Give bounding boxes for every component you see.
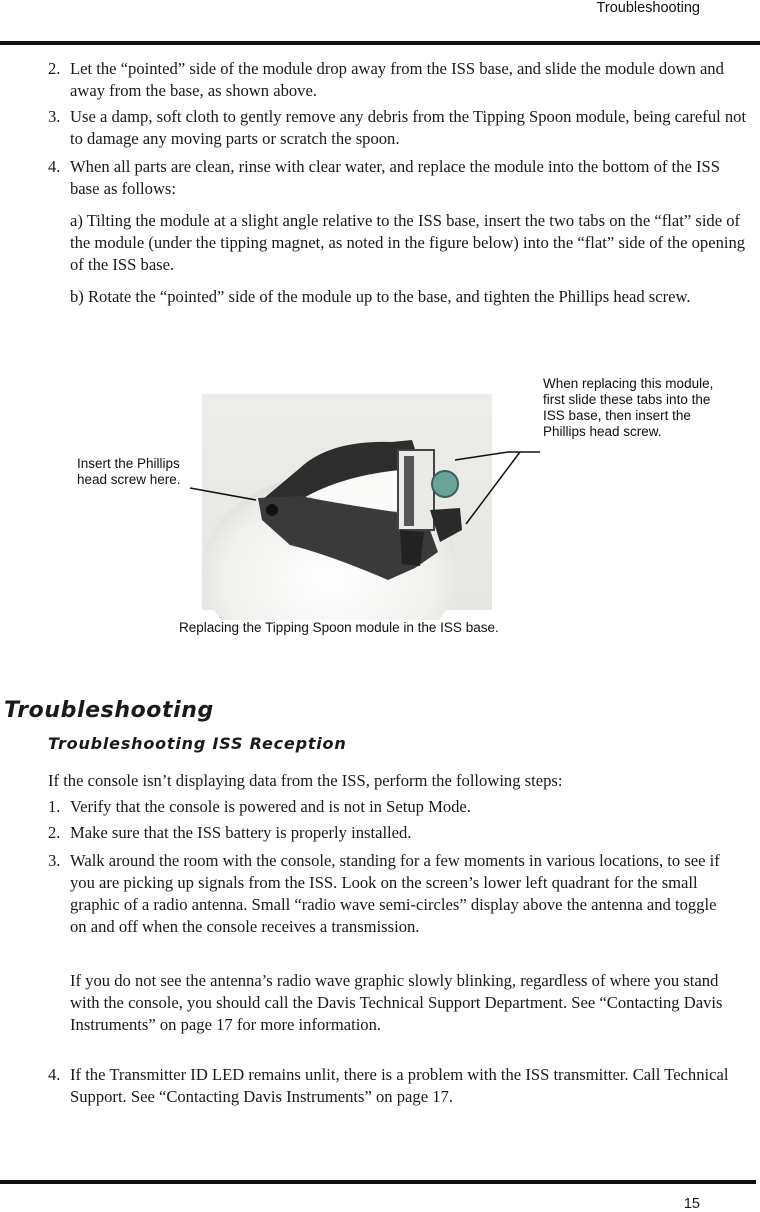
step-text: Use a damp, soft cloth to gently remove any debris from the Tipping Spoon module, being careful not to damage any moving parts or scratch the spoon. (70, 107, 747, 148)
module-tab-lower (400, 530, 424, 566)
page-number: 15 (683, 1196, 700, 1212)
step-3-note: If you do not see the antenna’s radio wave graphic slowly blinking, regardless of where you stand with the console, you should call the Davis Technical Support Department. See “Contacting Davis Instruments” on page 17 for more information. (70, 971, 723, 1034)
tipping-magnet (432, 471, 458, 497)
substep-b: b) Rotate the “pointed” side of the module up to the base, and tighten the Phillips head screw. (70, 287, 691, 306)
step-number: 3. (48, 851, 61, 870)
section-heading: Troubleshooting (4, 698, 214, 723)
tipping-spoon-figure (0, 380, 760, 620)
pivot-assembly (398, 450, 434, 530)
step-number: 4. (48, 1065, 61, 1084)
step-number: 3. (48, 107, 61, 126)
screw-hole (266, 504, 278, 516)
step-number: 4. (48, 157, 61, 176)
step-text: Make sure that the ISS battery is properly installed. (70, 823, 412, 842)
substep-a: a) Tilting the module at a slight angle relative to the ISS base, insert the two tabs on the “flat” side of the module (under the tipping magnet, as noted in the figure below) into the “flat” side of the opening of the ISS base. (70, 211, 746, 274)
running-header: Troubleshooting (596, 0, 700, 16)
footer-rule (0, 1180, 756, 1184)
pivot-post (404, 456, 414, 526)
step-text: Let the “pointed” side of the module drop away from the ISS base, and slide the module down and away from the base, as shown above. (70, 59, 724, 100)
step-number: 2. (48, 59, 61, 78)
figure-label-left: Insert the Phillips head screw here. (77, 456, 181, 487)
step-number: 1. (48, 797, 61, 816)
step-text: If the Transmitter ID LED remains unlit, there is a problem with the ISS transmitter. Call Technical Support. See “Contacting Davis Instruments” on page 17. (70, 1065, 729, 1106)
step-text: Walk around the room with the console, standing for a few moments in various locations, to see if you are picking up signals from the ISS. Look on the screen’s lower left quadrant for the small graphic of a radio antenna. Small “radio wave semi-circles” display above the antenna and toggle on and off when the console receives a transmission. (70, 851, 720, 936)
section-intro: If the console isn’t displaying data from the ISS, perform the following steps: (48, 771, 563, 790)
step-number: 2. (48, 823, 61, 842)
figure-caption: Replacing the Tipping Spoon module in the ISS base. (179, 620, 499, 635)
section-subheading: Troubleshooting ISS Reception (48, 734, 347, 753)
step-text: When all parts are clean, rinse with clear water, and replace the module into the bottom of the ISS base as follows: (70, 157, 720, 198)
figure-label-right: When replacing this module, first slide these tabs into the ISS base, then insert the Phillips head screw. (543, 376, 714, 439)
header-rule (0, 41, 760, 45)
step-text: Verify that the console is powered and is not in Setup Mode. (70, 797, 471, 816)
